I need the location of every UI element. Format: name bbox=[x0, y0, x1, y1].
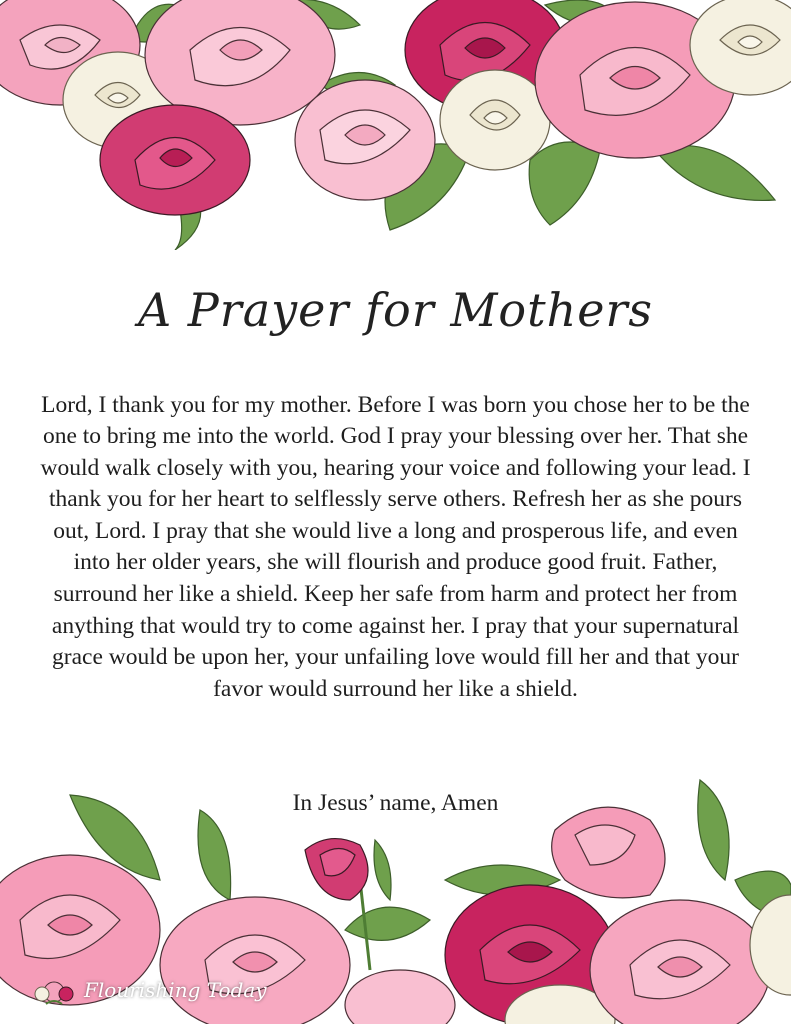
top-floral-border bbox=[0, 0, 791, 250]
flower-logo-icon bbox=[30, 972, 78, 1012]
cream-rose-icon bbox=[440, 70, 550, 170]
pink-rose-icon bbox=[295, 80, 435, 200]
flourishing-today-logo bbox=[30, 972, 270, 1012]
prayer-text: Lord, I thank you for my mother. Before I was born you chose her to be the one to bring me into the world. God I pray your blessing over her. That she would walk closely with you, hearing your voice and following your lead. I thank you for her heart to selflessly serve others. Refresh her as she pours out, Lord. I pray that she would live a long and prosperous life, and even into her older years, she will flourish and produce good fruit. Father, surround her like a shield. Keep her safe from harm and protect her from anything that would try to come against her. I pray that your supernatural grace would be upon her, your unfailing love would fill her and that your favor would surround her like a shield. bbox=[40, 391, 751, 702]
magenta-rose-icon bbox=[100, 105, 250, 215]
prayer-closing: In Jesus’ name, Amen bbox=[292, 790, 499, 816]
pink-rose-icon bbox=[345, 970, 455, 1024]
pink-rose-icon bbox=[590, 900, 770, 1024]
page-title: A Prayer for Mothers bbox=[137, 282, 654, 337]
watermark-text: Flourishing Today bbox=[84, 978, 267, 1002]
pink-rose-icon bbox=[552, 807, 665, 898]
